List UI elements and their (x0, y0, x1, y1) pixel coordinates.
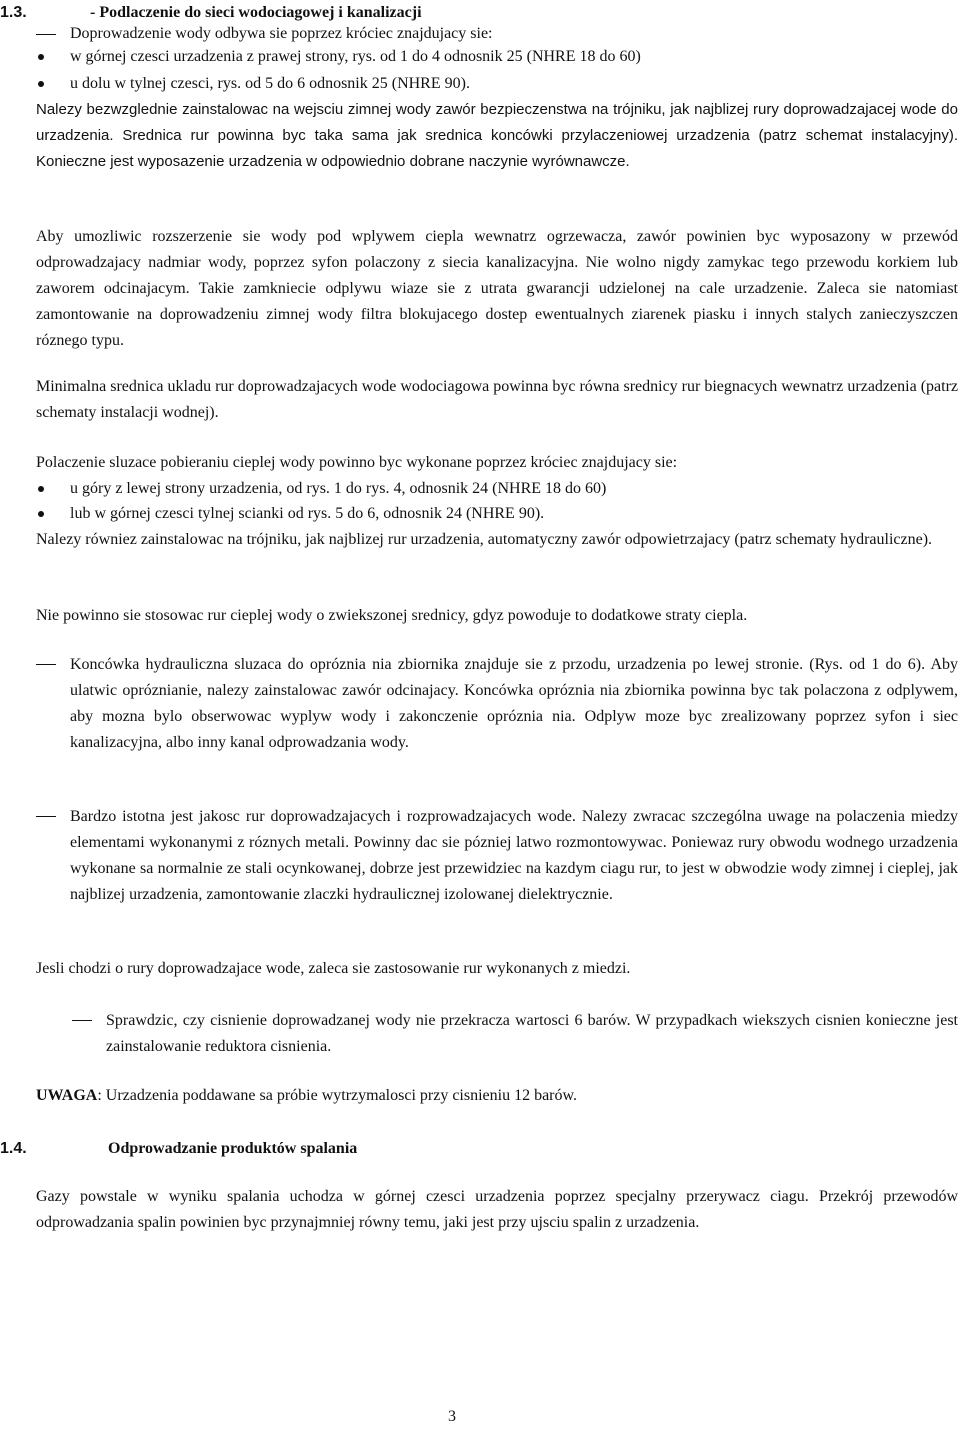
paragraph: Aby umozliwic rozszerzenie sie wody pod wplywem ciepla wewnatrz ogrzewacza, zawór powinien byc wyposazony w przewód odprowadzajacy nadmiar wody, poprzez syfon polaczony z siecia kanalizacyjna. Nie wolno nigdy zamykac tego przewodu korkiem lub zaworem odcinajacym. Takie zamkniecie odplywu wiaze sie z utrata gwarancji udzielonej na cale urzadzenie. Zaleca sie natomiast zamontowanie na doprowadzeniu zimnej wody filtra blokujacego dostep ewentualnych ziarenek piasku i innych stalych zanieczyszczen róznego typu. (36, 228, 958, 349)
warning-text: : Urzadzenia poddawane sa próbie wytrzymalosci przy cisnieniu 12 barów. (97, 1087, 578, 1104)
option-text: u dolu w tylnej czesci, rys. od 5 do 6 odnosnik 25 (NHRE 90). (70, 75, 470, 92)
paragraph: Nalezy bezwzglednie zainstalowac na wejsciu zimnej wody zawór bezpieczenstwa na trójniku, jak najblizej rury doprowadzajacej wode do urzadzenia. Srednica rur powinna byc taka sama jak srednica koncówki przylaczeniowej urzadzenia (patrz schemat instalacyjny). Konieczne jest wyposazenie urzadzenia w odpowiednio dobrane naczynie wyrównawcze. (36, 101, 958, 170)
bullet-marker (36, 476, 70, 502)
option-text: u góry z lewej strony urzadzenia, od rys. 1 do rys. 4, odnosnik 24 (NHRE 18 do 60) (70, 480, 607, 497)
list-item (72, 1008, 958, 1060)
section-number: 1.3. (0, 4, 27, 21)
list-item (36, 652, 958, 756)
page-number: 3 (448, 1408, 456, 1425)
dash-marker (36, 804, 70, 830)
list-item (36, 501, 958, 527)
paragraph: Gazy powstale w wyniku spalania uchodza w górnej czesci urzadzenia poprzez specjalny przerywacz ciagu. Przekrój przewodów odprowadzania spalin powinien byc przynajmniej równy temu, jaki jest przy ujsciu spalin z urzadzenia. (36, 1188, 958, 1231)
dash-marker (72, 1008, 106, 1034)
option-text: w górnej czesci urzadzenia z prawej strony, rys. od 1 do 4 odnosnik 25 (NHRE 18 do 60) (70, 48, 641, 65)
dash-text: Bardzo istotna jest jakosc rur doprowadzajacych i rozprowadzajacych wode. Nalezy zwracac szczególna uwage na polaczenia miedzy elementami wykonanymi z róznych metali. Powinny dac sie pózniej latwo rozmontowywac. Poniewaz rury obwodu wodnego urzadzenia wykonane sa normalnie ze stali ocynkowanej, dobrze jest przewidziec na kazdym ciagu rur, to jest w obwodzie wody zimnej i cieplej, jak najblizej urzadzenia, zamontowanie zlaczki hydraulicznej izolowanej dielektrycznie. (70, 808, 958, 903)
warning-label: UWAGA (36, 1087, 98, 1104)
list-item (36, 44, 958, 70)
paragraph: Minimalna srednica ukladu rur doprowadzajacych wode wodociagowa powinna byc równa srednicy rur biegnacych wewnatrz urzadzenia (patrz schematy instalacji wodnej). (36, 378, 958, 421)
paragraph: Nalezy równiez zainstalowac na trójniku, jak najblizej rur urzadzenia, automatyczny zawór odpowietrzajacy (patrz schematy hydrauliczne). (36, 531, 933, 548)
paragraph: Polaczenie sluzace pobieraniu cieplej wody powinno byc wykonane poprzez króciec znajdujacy sie: (36, 454, 678, 471)
bullet-marker (36, 44, 70, 70)
option-text: lub w górnej czesci tylnej scianki od rys. 5 do 6, odnosnik 24 (NHRE 90). (70, 505, 545, 522)
list-item (36, 804, 958, 908)
dash-text: Sprawdzic, czy cisnienie doprowadzanej wody nie przekracza wartosci 6 barów. W przypadkach wiekszych cisnien konieczne jest zainstalowanie reduktora cisnienia. (106, 1012, 958, 1055)
section-heading-1-4 (0, 1136, 357, 1162)
bullet-marker (36, 71, 70, 97)
dash-marker (36, 652, 70, 678)
paragraph: Nie powinno sie stosowac rur cieplej wody o zwiekszonej srednicy, gdyz powoduje to dodatkowe straty ciepla. (36, 607, 748, 624)
section-title: Odprowadzanie produktów spalania (108, 1140, 358, 1157)
section-title: - Podlaczenie do sieci wodociagowej i kanalizacji (90, 4, 422, 21)
list-item (36, 476, 958, 502)
warning-note (36, 1083, 958, 1109)
intro-text: Doprowadzenie wody odbywa sie poprzez króciec znajdujacy sie: (70, 25, 493, 42)
section-number: 1.4. (0, 1140, 27, 1157)
list-item (36, 71, 958, 97)
paragraph: Jesli chodzi o rury doprowadzajace wode, zaleca sie zastosowanie rur wykonanych z miedzi. (36, 960, 631, 977)
bullet-marker (36, 501, 70, 527)
dash-text: Koncówka hydrauliczna sluzaca do opróznia nia zbiornika znajduje sie z przodu, urzadzenia po lewej stronie. (Rys. od 1 do 6). Aby ulatwic opróznianie, nalezy zainstalowac zawór odcinajacy. Koncówka opróznia nia zbiornika powinna byc tak polaczona z odplywem, aby mozna bylo obserwowac wyplyw wody i zakonczenie opróznia nia. Odplyw moze byc zrealizowany poprzez syfon i siec kanalizacyjna, albo inny kanal odprowadzania wody. (70, 656, 958, 751)
